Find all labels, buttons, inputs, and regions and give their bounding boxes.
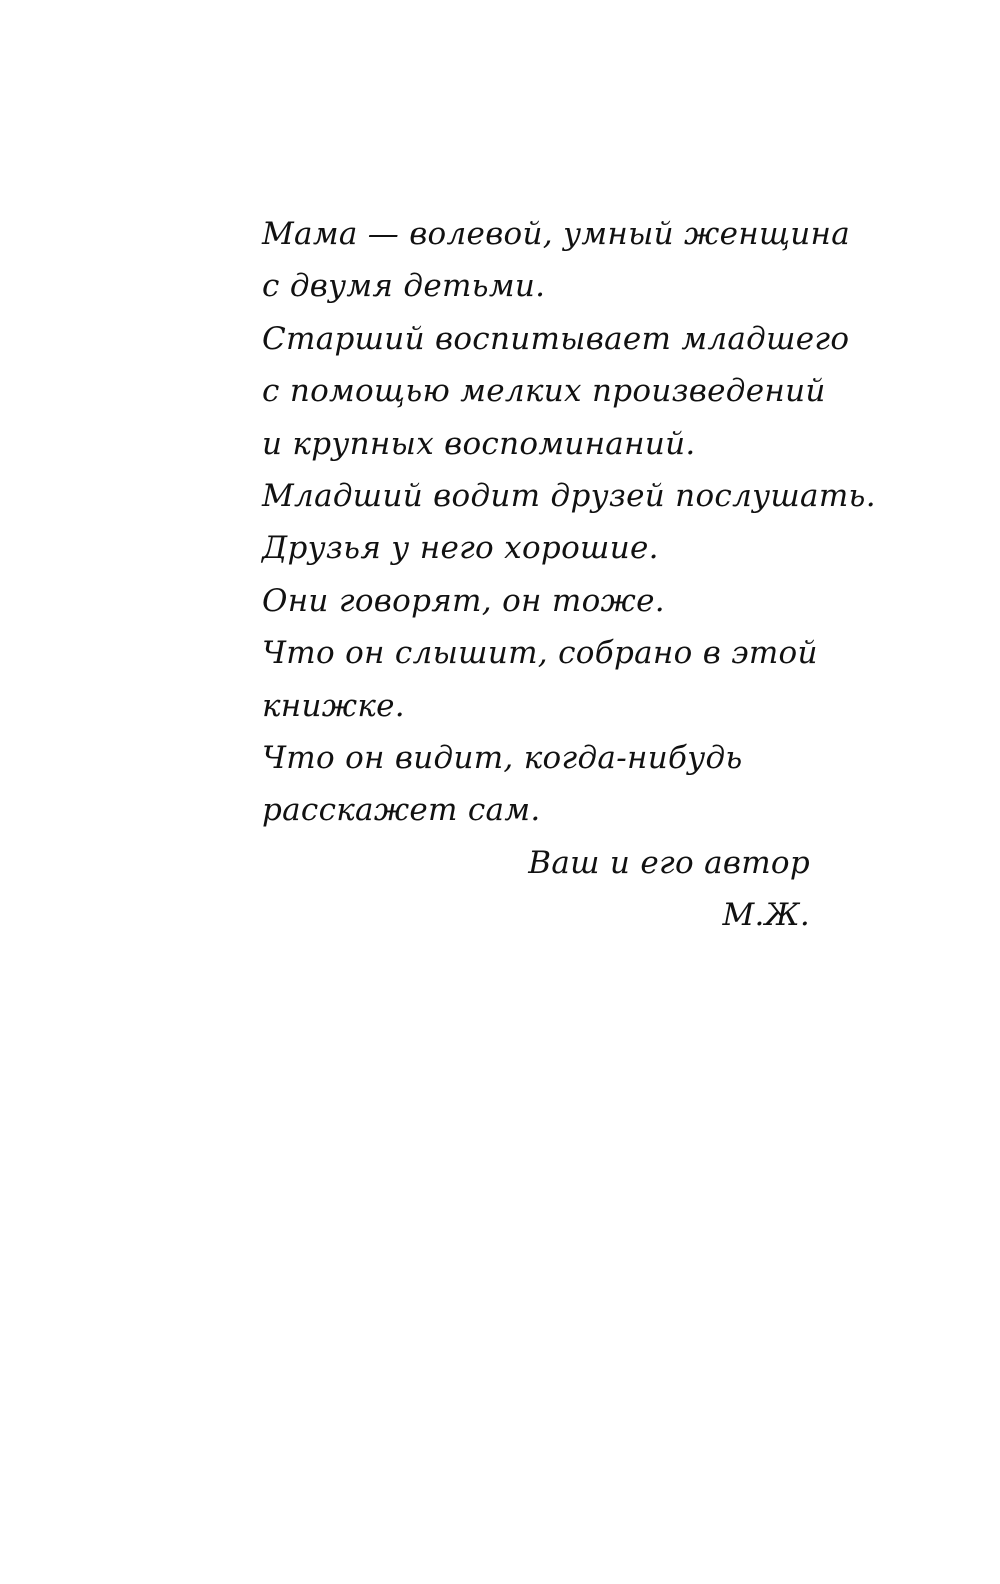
text-line: книжке.	[262, 687, 405, 724]
text-line: и крупных воспоминаний.	[262, 425, 696, 462]
text-line: Что он видит, когда-нибудь	[262, 740, 743, 777]
text-line: Что он слышит, собрано в этой	[262, 635, 818, 672]
text-line: Они говорят, он тоже.	[262, 582, 665, 619]
text-line: расскажет сам.	[262, 792, 541, 829]
text-line: с двумя детьми.	[262, 268, 546, 305]
text-line: Друзья у него хорошие.	[262, 530, 659, 567]
text-line: Младший водит друзей послушать.	[262, 478, 876, 515]
signature-line: Ваш и его автор	[528, 844, 810, 881]
text-line: с помощью мелких произведений	[262, 373, 826, 410]
signature-initials: М.Ж.	[722, 897, 810, 934]
preface-text	[262, 208, 876, 942]
text-line: Мама — волевой, умный женщина	[262, 216, 851, 252]
text-line: Старший воспитывает младшего	[262, 320, 850, 357]
